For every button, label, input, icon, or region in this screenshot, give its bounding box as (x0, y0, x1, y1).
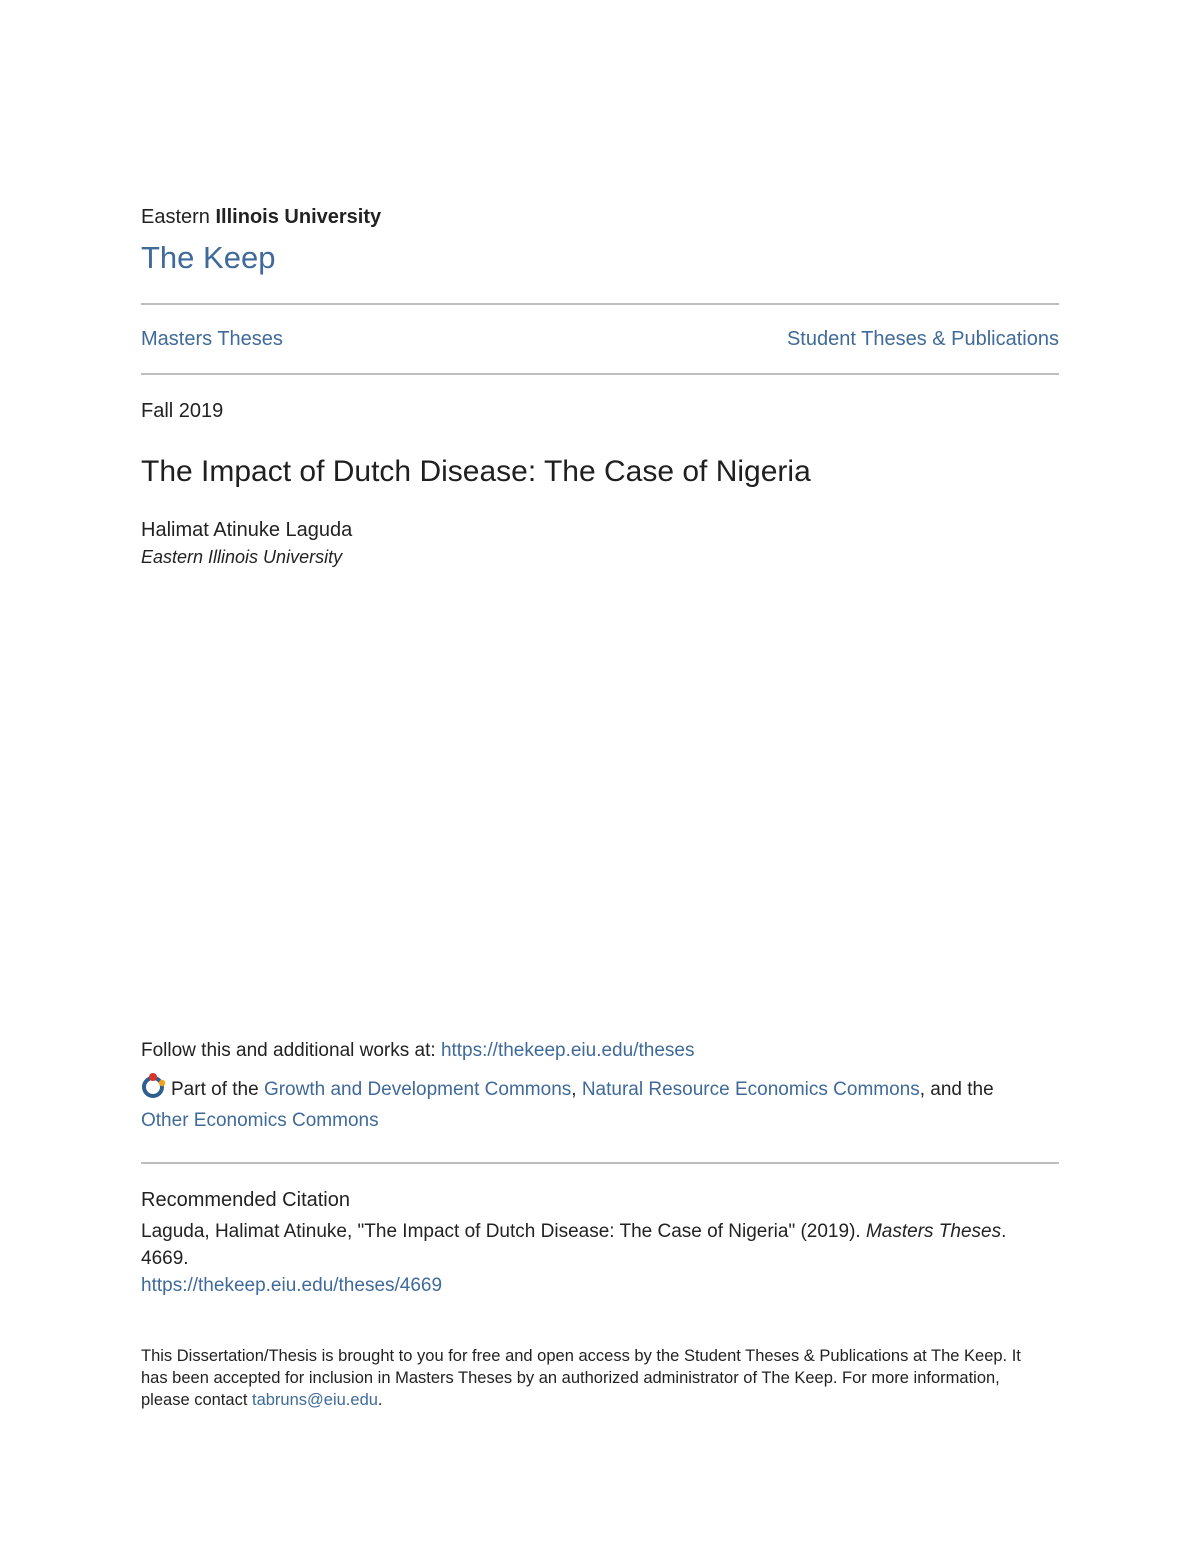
access-statement (141, 1345, 1041, 1411)
other-economics-commons-link[interactable]: Other Economics Commons (141, 1110, 379, 1131)
part-of-commons (141, 1072, 1041, 1136)
citation-url-link[interactable]: https://thekeep.eiu.edu/theses/4669 (141, 1275, 443, 1296)
student-theses-link[interactable]: Student Theses & Publications (786, 328, 1059, 350)
access-statement-end: . (377, 1391, 383, 1409)
part-of-and-the: , and the (919, 1079, 994, 1100)
theses-collection-link[interactable]: https://thekeep.eiu.edu/theses (440, 1040, 695, 1061)
citation-number: 4669. (141, 1248, 189, 1269)
author-affiliation: Eastern Illinois University (141, 547, 343, 567)
citation-text: Laguda, Halimat Atinuke, "The Impact of Dutch Disease: The Case of Nigeria" (2019). (141, 1221, 866, 1242)
university-name-part-3: University (284, 206, 382, 228)
publication-season: Fall 2019 (141, 400, 224, 422)
part-of-prefix: Part of the (171, 1079, 264, 1100)
natural-resource-commons-link[interactable]: Natural Resource Economics Commons (581, 1079, 920, 1100)
follow-prefix: Follow this and additional works at: (141, 1040, 441, 1061)
growth-development-commons-link[interactable]: Growth and Development Commons (263, 1079, 572, 1100)
divider-nav (141, 373, 1059, 375)
paper-title: The Impact of Dutch Disease: The Case of Nigeria (141, 455, 811, 488)
university-name-part-1: Eastern (141, 206, 210, 228)
access-statement-text: This Dissertation/Thesis is brought to you for free and open access by the Student Theses & Publications at The Keep. It has been accepted for inclusion in Masters Theses by an authorized administrator of The Keep. For more information, please contact (141, 1347, 1021, 1409)
follow-line (141, 1040, 694, 1062)
divider-top (141, 303, 1059, 305)
university-name (141, 206, 381, 229)
citation-block (141, 1218, 1041, 1299)
contact-email-link[interactable]: tabruns@eiu.edu (252, 1391, 378, 1409)
divider-citation (141, 1162, 1059, 1164)
citation-period: . (1001, 1221, 1007, 1242)
university-name-part-2: Illinois (215, 206, 279, 228)
citation-series: Masters Theses (865, 1221, 1002, 1242)
masters-theses-link[interactable]: Masters Theses (141, 328, 283, 350)
part-of-separator: , (571, 1079, 582, 1100)
author-name: Halimat Atinuke Laguda (141, 519, 353, 541)
commons-network-icon (141, 1072, 169, 1100)
citation-heading: Recommended Citation (141, 1189, 350, 1211)
repository-title-link[interactable]: The Keep (141, 240, 276, 275)
